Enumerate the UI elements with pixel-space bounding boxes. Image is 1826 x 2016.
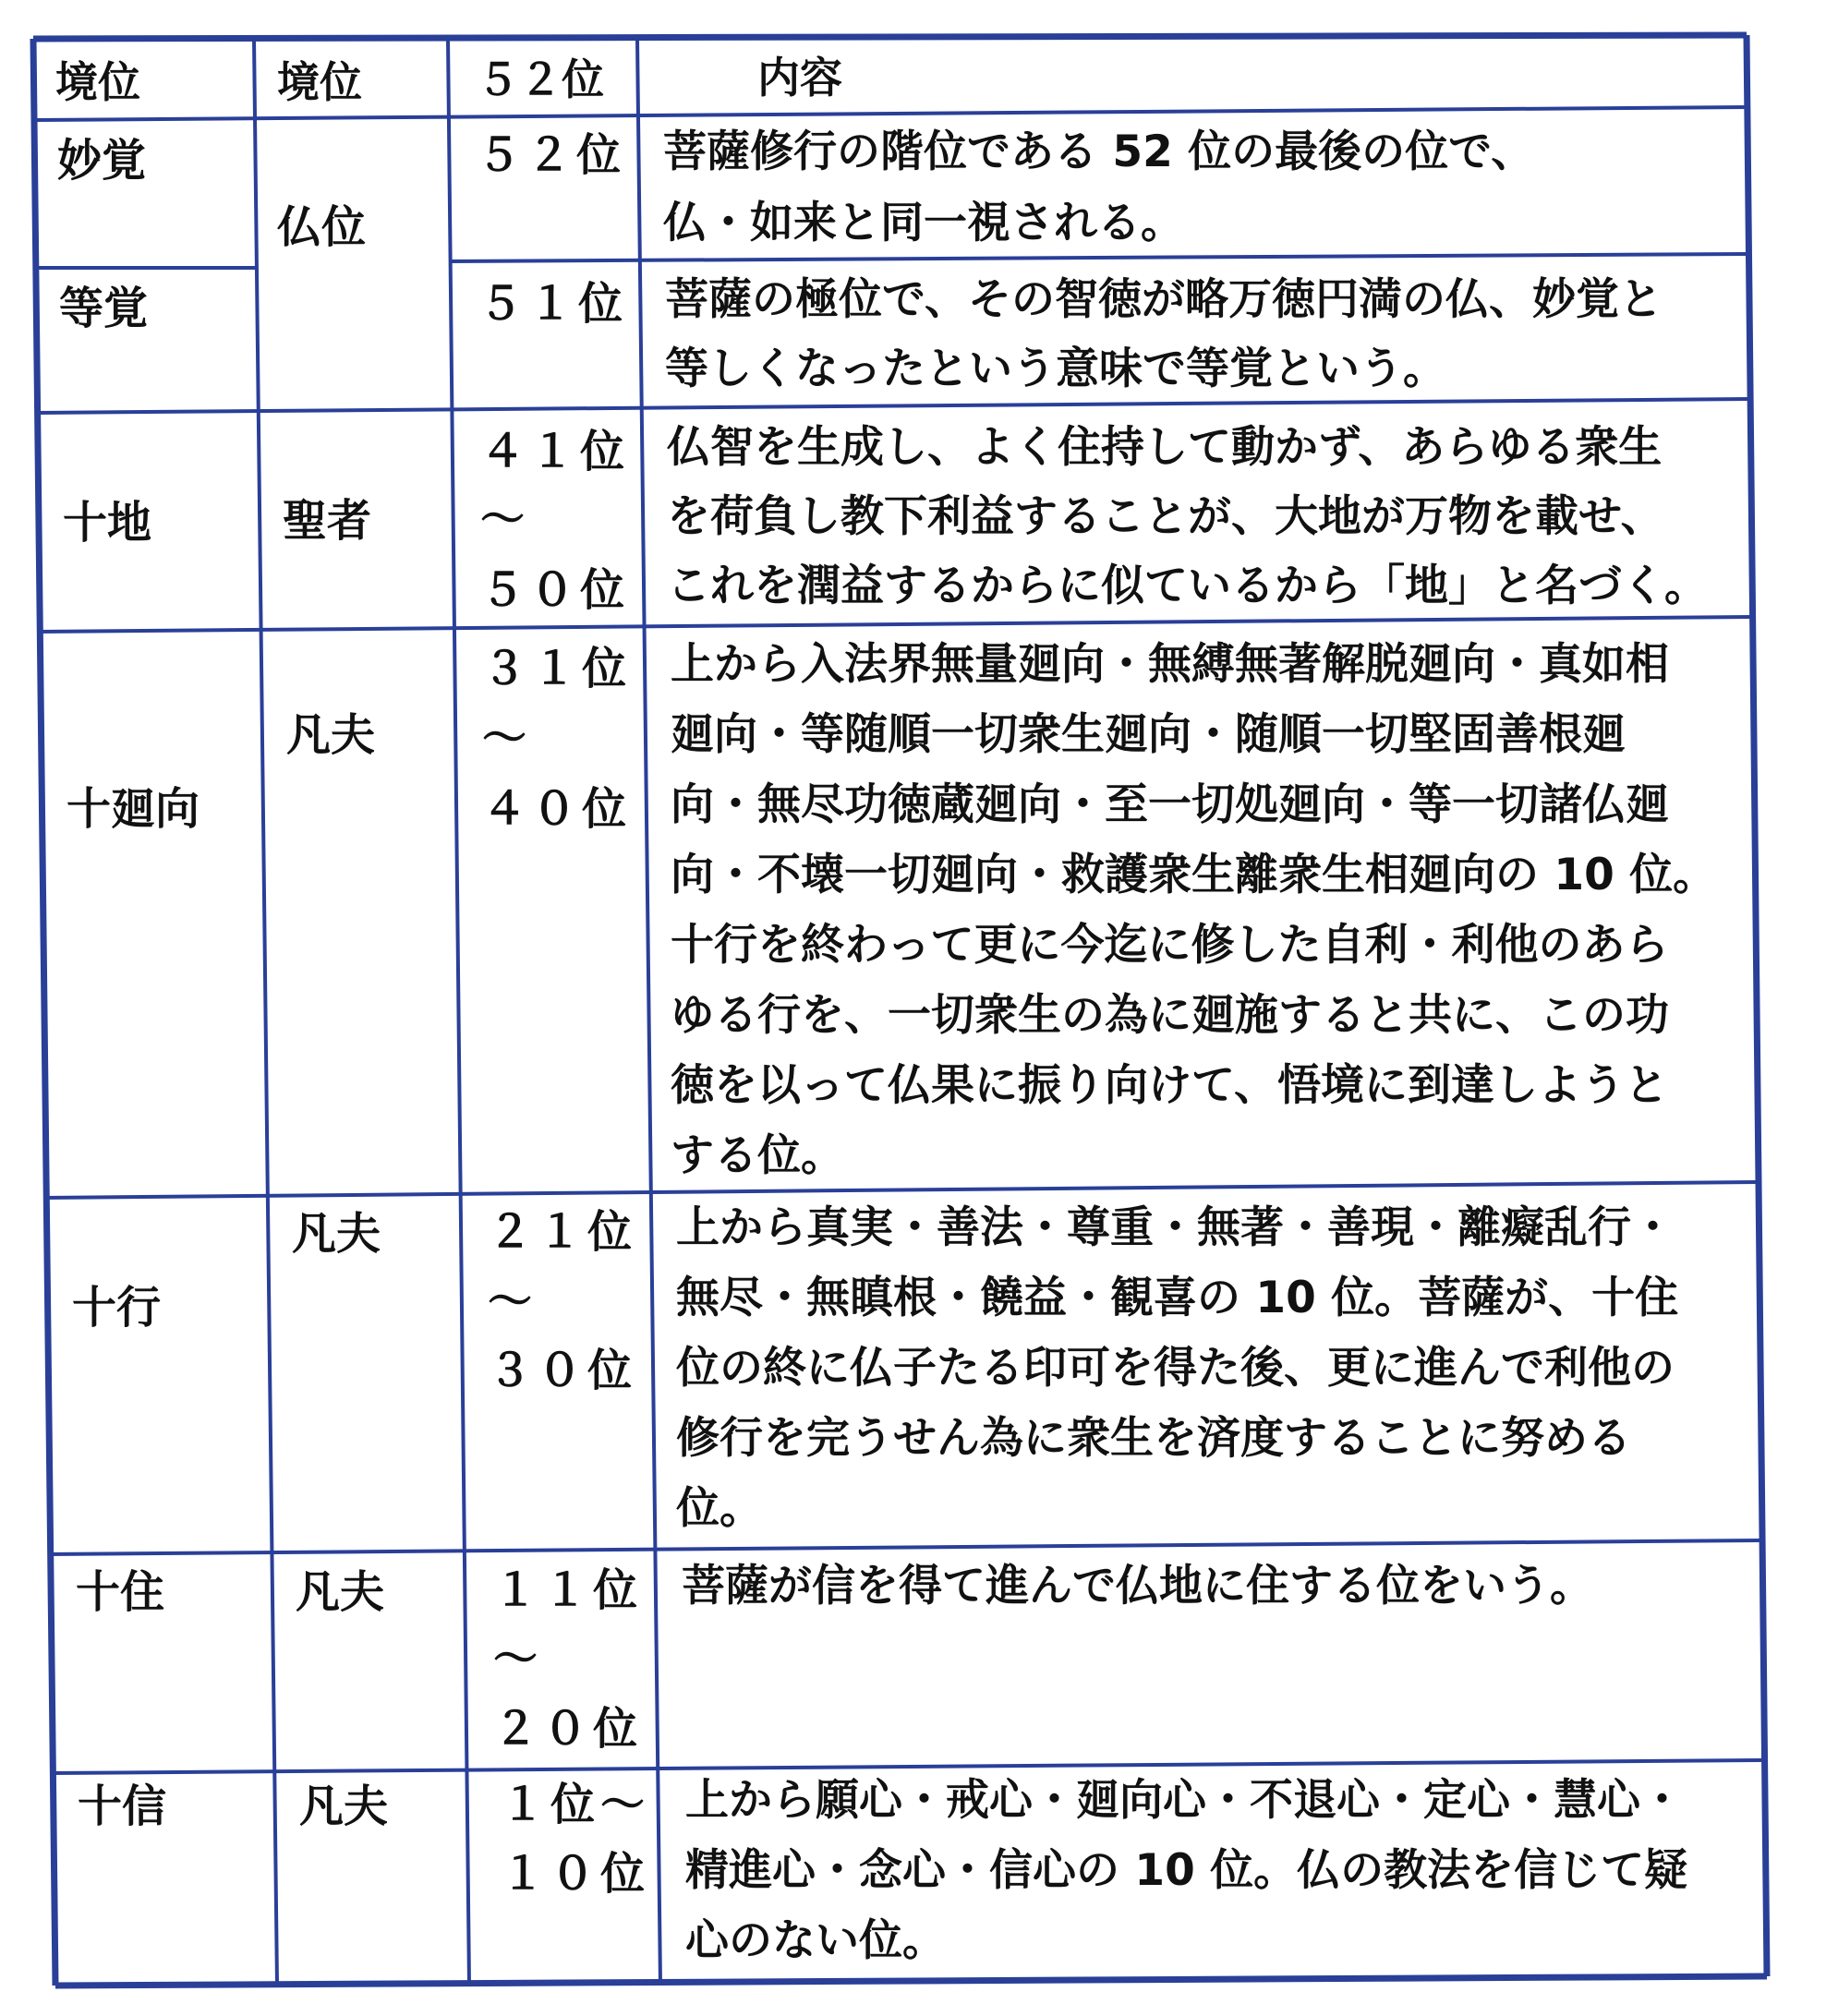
row-content-line: 仏・如来と同一視される。 [663,198,1184,248]
row-rank-line: 〜 [488,1275,538,1327]
row-category: 凡夫 [286,709,376,761]
table-row [67,639,1716,1181]
row-content-line: 向・無尽功徳蔵廻向・至一切処廻向・等一切諸仏廻 [671,779,1669,830]
header-stage: 境位 [55,57,140,107]
row-content-line: 仏智を生成し、よく住持して動かず、あらゆる衆生 [667,422,1663,473]
row-rank-line: ３０位 [488,1345,638,1396]
header-category: 境位 [277,57,362,107]
row-rank-line: ５１位 [478,278,629,330]
row-rank-line: 〜 [480,493,531,545]
header-rank: ５２位 [477,54,604,104]
row-rank-line: ５２位 [477,129,627,181]
row-category: 聖者 [283,495,372,547]
row-content-line: 上から入法界無量廻向・無縛無著解脱廻向・真如相 [671,639,1669,690]
row-rank-line: ２１位 [488,1206,638,1258]
table-row [78,1775,1687,1966]
table-row [57,127,1534,253]
row-category: 凡夫 [292,1208,381,1260]
row-content-line: 等しくなったという意味で等覚という。 [665,344,1446,394]
table-row [59,274,1663,394]
row-rank-line: ４１位 [480,426,631,477]
row-rank-line: ３１位 [482,643,633,694]
row-rank-line: ５０位 [480,564,631,616]
row-rank-line: １位〜 [501,1779,651,1830]
row-content-line: 廻向・等随順一切衆生廻向・随順一切堅固善根廻 [671,709,1626,760]
row-stage: 十廻向 [67,783,200,835]
row-content-line: を荷負し教下利益することが、大地が万物を載せ、 [667,491,1664,542]
row-content-line: する位。 [671,1130,844,1181]
row-stage: 等覚 [59,283,149,334]
row-stage: 十住 [76,1566,165,1618]
row-rank-line: ４０位 [482,783,633,835]
row-rank-line: １１位 [493,1564,644,1616]
row-rank-line: 〜 [482,712,533,764]
row-category: 仏位 [277,201,367,253]
row-stage: 十信 [78,1781,167,1832]
row-rank-line: ２０位 [493,1703,644,1755]
row-content-line: 修行を完うせん為に衆生を済度することに努める [676,1413,1631,1464]
row-stage: 十地 [63,497,152,549]
row-stage: 十行 [72,1282,162,1334]
row-content-line: 心のない位。 [685,1915,946,1966]
row-rank-line: １０位 [501,1848,651,1900]
row-content-line: 十行を終わって更に今迄に修した自利・利他のあら [671,920,1669,971]
row-content-line: 位。 [676,1483,763,1534]
row-category: 凡夫 [296,1566,385,1618]
table-row [72,1202,1678,1534]
row-content-line: 上から願心・戒心・廻向心・不退心・定心・慧心・ [685,1775,1684,1826]
row-content-line: 菩薩の極位で、その智徳が略万徳円満の仏、妙覚と [665,274,1663,325]
row-content-line: 菩薩が信を得て進んで仏地に住する位をいう。 [682,1561,1593,1612]
row-category: 凡夫 [299,1781,389,1832]
row-content-line: これを潤益するからに似ているから「地」と名づく。 [667,561,1709,611]
row-content-line: 精進心・念心・信心の 10 位。仏の教法を信じて疑 [685,1845,1688,1896]
row-content-line: ゆる行を、一切衆生の為に廻施すると共に、この功 [671,990,1669,1041]
table-row [63,422,1708,616]
row-content-line: 向・不壊一切廻向・救護衆生離衆生相廻向の 10 位。 [671,850,1717,900]
row-content-line: 徳を以って仏果に振り向けて、悟境に到達しようと [671,1060,1669,1111]
header-content: 内容 [757,53,842,103]
column-dividers [254,39,660,1986]
row-stage: 妙覚 [57,135,147,187]
row-content-line: 上から真実・善法・尊重・無著・善現・離癡乱行・ [676,1202,1675,1253]
row-rank-line: 〜 [493,1633,544,1684]
row-content-line: 無尽・無瞋根・饒益・観喜の 10 位。菩薩が、十住 [676,1273,1679,1323]
table-row [76,1561,1593,1755]
row-content-line: 菩薩修行の階位である 52 位の最後の位で、 [663,127,1535,177]
row-content-line: 位の終に仏子たる印可を得た後、更に進んで利他の [676,1343,1675,1394]
